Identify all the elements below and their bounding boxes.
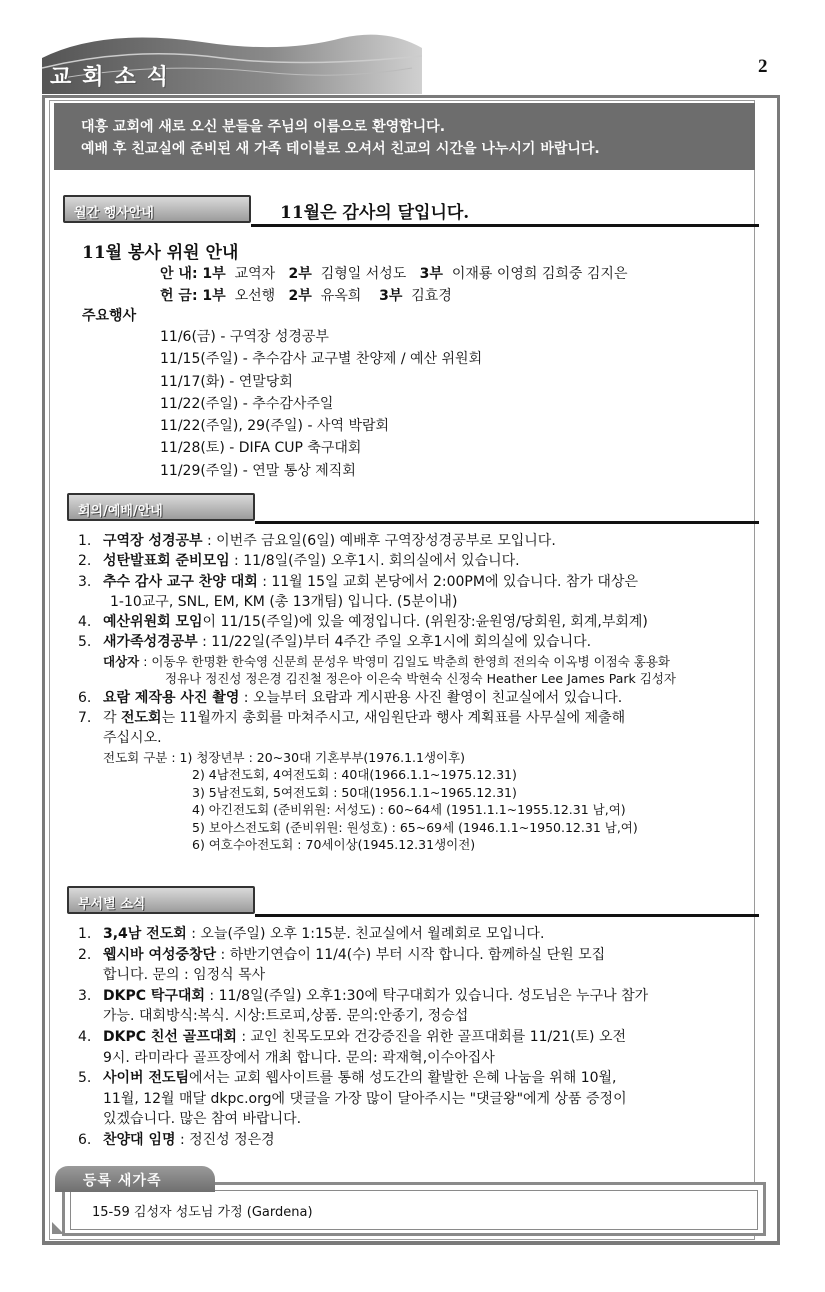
corner-triangle-icon [52, 1222, 64, 1234]
list-item [78, 1027, 648, 1048]
item-number: 2. [78, 946, 92, 963]
departments-list [78, 924, 648, 1151]
list-item-continued [78, 965, 648, 986]
list-item [78, 945, 648, 966]
item-title: 전도회 [120, 710, 162, 727]
division-label: 전도회 구분 : [103, 749, 180, 765]
list-item-continued [78, 1109, 648, 1130]
event-item: 11/29(주일) - 연말 통상 제직회 [160, 462, 356, 479]
division-item: 5) 보아스전도회 (준비위원: 원성호) : 65~69세 (1946.1.1~1950.12.31 남,여) [192, 819, 638, 835]
item-text: 주십시오. [103, 730, 162, 747]
list-item-continued [78, 1006, 648, 1027]
guide-part-4: 김형일 서성도 [320, 266, 407, 282]
section-title: 교회소식 [50, 64, 180, 90]
welcome-line-2: 예배 후 친교실에 준비된 새 가족 테이블로 오셔서 친교의 시간을 나누시기 바랍니다. [81, 141, 600, 157]
target-names-2: 정유나 정진성 정은경 김진철 정은아 이은숙 박현숙 신정숙 Heather Lee James Park 김성자 [165, 671, 676, 687]
offering-part-5: 3부 [379, 288, 403, 304]
item-text: 이 11/15(주일)에 있을 예정입니다. (위원장:윤원영/당회원, 회계,부회계) [202, 614, 648, 631]
volunteer-heading: 11월 봉사 위원 안내 [82, 243, 239, 263]
item-text: : 오늘부터 요람과 게시판용 사진 촬영이 친교실에서 있습니다. [239, 689, 623, 706]
item-text: : 하반기연습이 11/4(수) 부터 시작 합니다. 함께하실 단원 모집 [216, 946, 606, 963]
division-item: 6) 여호수아전도회 : 70세이상(1945.12.31생이전) [192, 837, 476, 853]
item-number: 1. [78, 533, 92, 549]
list-item [78, 708, 676, 728]
item-number: 4. [78, 1028, 92, 1045]
guide-part-2: 교역자 [234, 266, 276, 282]
item-title: 찬양대 임명 [103, 1131, 176, 1148]
list-item [78, 531, 676, 551]
item-title: 3,4남 전도회 [103, 926, 187, 942]
offering-line [160, 285, 452, 305]
item-title: 웹시바 여성중창단 [103, 946, 217, 963]
list-item [78, 632, 676, 652]
item-number: 1. [78, 926, 92, 942]
meetings-tag: 회의/예배/안내 [67, 493, 255, 521]
registration-entry: 15-59 김성자 성도님 가정 (Gardena) [92, 1205, 313, 1220]
offering-part-1: : 1부 [191, 288, 226, 304]
list-item [78, 551, 676, 571]
item-title: 예산위원회 모임 [103, 614, 203, 631]
departments-rule [255, 914, 759, 917]
item-text: : 11월 15일 교회 본당에서 2:00PM에 있습니다. 참가 대상은 [257, 573, 638, 590]
event-item: 11/15(주일) - 추수감사 교구별 찬양제 / 예산 위원회 [160, 351, 483, 368]
division-row [78, 819, 676, 837]
event-item: 11/6(금) - 구역장 성경공부 [160, 329, 329, 345]
events-list [160, 326, 482, 482]
target-names-1: : 이동우 한명환 한숙영 신문희 문성우 박영미 김일도 박춘희 한영희 전의숙 이옥병 이점숙 홍용화 [139, 653, 670, 669]
item-text: : 11/22일(주일)부터 4주간 주일 오후1시에 회의실에 있습니다. [197, 634, 592, 651]
list-item-continued [78, 1089, 648, 1110]
list-item [78, 986, 648, 1007]
list-item-continued [78, 728, 676, 748]
item-text: : 정진성 정은경 [175, 1131, 275, 1148]
division-item: 2) 4남전도회, 4여전도회 : 40대(1966.1.1~1975.12.31) [192, 767, 517, 783]
event-item: 11/17(화) - 연말당회 [160, 373, 293, 390]
meetings-rule [255, 521, 759, 524]
division-row [78, 784, 676, 802]
item-title: 새가족성경공부 [103, 634, 198, 651]
events-heading: 주요행사 [82, 308, 137, 324]
division-row [78, 749, 676, 767]
guide-part-1: : 1부 [191, 266, 226, 282]
list-item [78, 688, 676, 708]
list-item-continued [78, 1048, 648, 1069]
division-item: 1) 청장년부 : 20~30대 기혼부부(1976.1.1생이후) [179, 749, 466, 765]
list-item [78, 1130, 648, 1151]
list-item [78, 924, 648, 945]
monthly-title: 11월은 감사의 달입니다. [280, 203, 470, 223]
list-item [78, 612, 676, 632]
division-row [78, 836, 676, 854]
item-text: 합니다. 문의 : 임정식 목사 [103, 967, 266, 984]
item-number: 3. [78, 573, 92, 590]
division-row [78, 801, 676, 819]
item-title: 요람 제작용 사진 촬영 [103, 689, 240, 706]
welcome-banner [54, 103, 755, 170]
item-prefix: 각 [103, 710, 121, 727]
item-text: : 교인 친목도모와 건강증진을 위한 골프대회를 11/21(토) 오전 [236, 1028, 627, 1045]
guide-part-3: 2부 [288, 266, 312, 282]
item-number: 2. [78, 553, 92, 570]
division-row [78, 766, 676, 784]
item-text: 있겠습니다. 많은 참여 바랍니다. [103, 1111, 302, 1128]
event-item: 11/22(주일), 29(주일) - 사역 박람회 [160, 418, 390, 435]
item-text: 1-10교구, SNL, EM, KM (총 13개팀) 입니다. (5분이내) [110, 593, 458, 610]
list-item [78, 572, 676, 592]
offering-label: 헌 금 [160, 288, 192, 304]
item-number: 5. [78, 1070, 92, 1087]
target-line-2 [78, 670, 676, 688]
item-number: 5. [78, 634, 92, 651]
item-title: 추수 감사 교구 찬양 대회 [103, 573, 258, 590]
registration-tab: 등록 새가족 [55, 1166, 215, 1192]
item-title: 성탄발표회 준비모임 [103, 553, 230, 570]
guide-label: 안 내 [160, 266, 192, 282]
monthly-rule [251, 224, 759, 227]
offering-part-3: 2부 [288, 288, 312, 304]
event-item: 11/22(주일) - 추수감사주일 [160, 395, 334, 412]
guide-part-5: 3부 [419, 266, 443, 282]
item-title: DKPC 친선 골프대회 [103, 1028, 237, 1045]
monthly-events-tag: 월간 행사안내 [63, 195, 251, 223]
departments-tag: 부서별 소식 [67, 886, 255, 914]
item-text: 에서는 교회 웹사이트를 통해 성도간의 활발한 은혜 나눔을 위해 10월, [189, 1070, 617, 1087]
list-item [78, 1068, 648, 1089]
item-text: 가능. 대회방식:복식. 시상:트로피,상품. 문의:안종기, 정승섭 [103, 1008, 469, 1025]
item-text: 9시. 라미라다 골프장에서 개최 합니다. 문의: 곽재혁,이수아집사 [103, 1049, 495, 1066]
guide-line [160, 263, 627, 283]
offering-part-4: 유옥희 [320, 288, 362, 304]
target-label: 대상자 [103, 653, 140, 669]
item-text: : 11/8일(주일) 오후1시. 회의실에서 있습니다. [229, 553, 520, 570]
item-text: : 오늘(주일) 오후 1:15분. 친교실에서 월례회로 모입니다. [186, 926, 545, 942]
item-number: 3. [78, 987, 92, 1004]
item-title: DKPC 탁구대회 [103, 987, 205, 1004]
division-item: 3) 5남전도회, 5여전도회 : 50대(1956.1.1~1965.12.31) [192, 784, 517, 800]
welcome-line-1: 대흥 교회에 새로 오신 분들을 주님의 이름으로 환영합니다. [81, 119, 446, 135]
item-number: 6. [78, 1131, 92, 1148]
target-line-1 [78, 653, 676, 671]
item-text: 11월, 12월 매달 dkpc.org에 댓글을 가장 많이 달아주시는 "댓글왕"에게 상품 증정이 [103, 1090, 627, 1107]
item-text: : 이번주 금요일(6일) 예배후 구역장성경공부로 모입니다. [202, 533, 556, 549]
page-number: 2 [758, 56, 768, 77]
division-item: 4) 아긴전도회 (준비위원: 서성도) : 60~64세 (1951.1.1~1955.12.31 남,여) [192, 802, 626, 818]
offering-part-6: 김효경 [411, 288, 452, 304]
event-item: 11/28(토) - DIFA CUP 축구대회 [160, 440, 362, 457]
item-text: 는 11월까지 총회를 마쳐주시고, 새임원단과 행사 계획표를 사무실에 제출해 [161, 710, 626, 727]
guide-part-6: 이재룡 이영희 김희중 김지은 [451, 266, 628, 282]
item-title: 사이버 전도팀 [103, 1070, 190, 1087]
item-title: 구역장 성경공부 [103, 533, 203, 549]
list-item-continued [78, 592, 676, 612]
item-number: 7. [78, 710, 92, 727]
offering-part-2: 오선행 [234, 288, 276, 304]
item-number: 4. [78, 614, 92, 631]
item-number: 6. [78, 689, 92, 706]
meetings-list [78, 531, 676, 854]
item-text: : 11/8일(주일) 오후1:30에 탁구대회가 있습니다. 성도님은 누구나 참가 [204, 987, 649, 1004]
